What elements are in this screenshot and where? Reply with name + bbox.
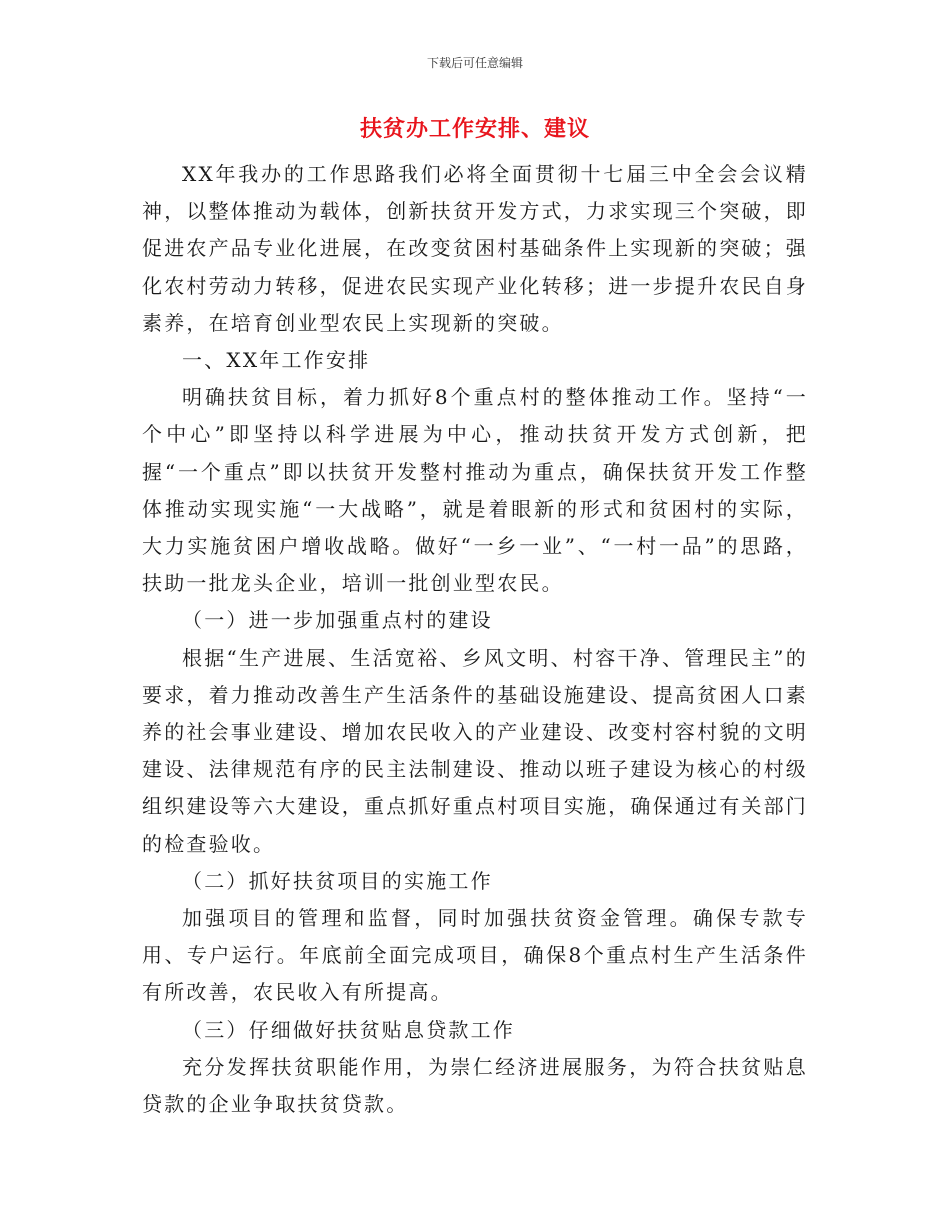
intro-paragraph: XX年我办的工作思路我们必将全面贯彻十七届三中全会会议精神，以整体推动为载体，创新扶贫开发方式，力求实现三个突破，即促进农产品专业化进展，在改变贫困村基础条件上实现新的突破；强化农村劳动力转移，促进农民实现产业化转移；进一步提升农民自身素养，在培育创业型农民上实现新的突破。	[142, 162, 808, 335]
subsection-1-paragraph: 根据“生产进展、生活宽裕、乡风文明、村容干净、管理民主”的要求，着力推动改善生产生活条件的基础设施建设、提高贫困人口素养的社会事业建设、增加农民收入的产业建设、改变村容村貌的文明建设、法律规范有序的民主法制建设、推动以班子建设为核心的村级组织建设等六大建设，重点抓好重点村项目实施，确保通过有关部门的检查验收。	[142, 645, 808, 856]
subsection-3-paragraph: 充分发挥扶贫职能作用，为崇仁经济进展服务，为符合扶贫贴息贷款的企业争取扶贫贷款。	[142, 1054, 808, 1117]
subsection-heading-1: （一）进一步加强重点村的建设	[182, 608, 493, 633]
section-1-paragraph: 明确扶贫目标，着力抓好8个重点村的整体推动工作。坚持“一个中心”即坚持以科学进展为中心，推动扶贫开发方式创新，把握“一个重点”即以扶贫开发整村推动为重点，确保扶贫开发工作整体推动实现实施“一大战略”，就是着眼新的形式和贫困村的实际，大力实施贫困户增收战略。做好“一乡一业”、“一村一品”的思路，扶助一批龙头企业，培训一批创业型农民。	[142, 385, 808, 596]
subsection-2-paragraph: 加强项目的管理和监督，同时加强扶贫资金管理。确保专款专用、专户运行。年底前全面完成项目，确保8个重点村生产生活条件有所改善，农民收入有所提高。	[142, 906, 808, 1005]
header-note: 下载后可任意编辑	[426, 56, 523, 70]
document-body	[142, 156, 808, 1123]
document-title: 扶贫办工作安排、建议	[359, 116, 590, 142]
subsection-heading-2: （二）抓好扶贫项目的实施工作	[182, 868, 493, 893]
subsection-heading-3: （三）仔细做好扶贫贴息贷款工作	[182, 1017, 515, 1042]
section-heading-1: 一、XX年工作安排	[182, 348, 371, 373]
